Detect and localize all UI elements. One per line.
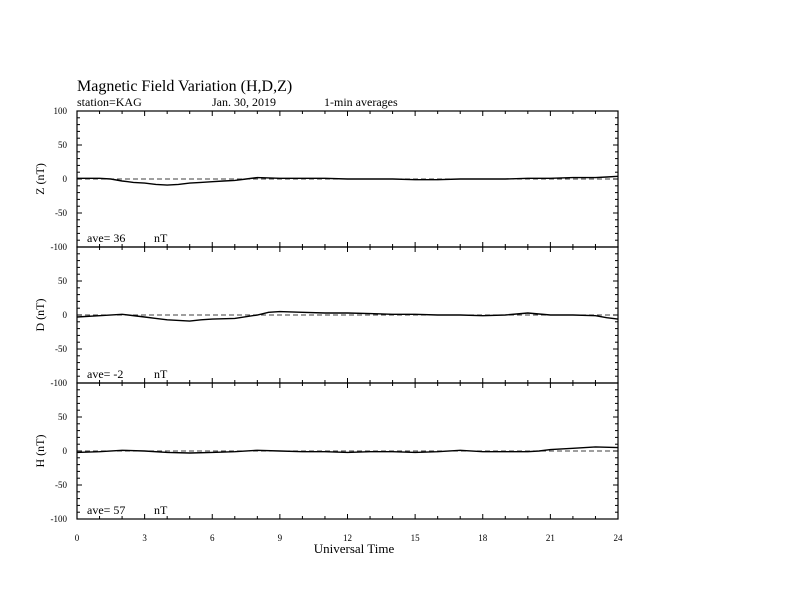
y-tick-label-z: 100 [53,106,67,116]
average-label-d: ave= -2 [87,367,124,381]
y-axis-label-z: Z (nT) [33,163,47,195]
series-line-z [77,176,618,185]
average-unit-d: nT [154,367,168,381]
y-tick-label-z: -50 [55,208,67,218]
y-tick-label-h: -50 [55,480,67,490]
x-tick-label: 9 [277,533,283,543]
average-unit-z: nT [154,231,168,245]
date-label: Jan. 30, 2019 [212,95,276,109]
x-tick-label: 21 [545,533,555,543]
x-tick-label: 15 [410,533,420,543]
y-tick-label-z: 0 [62,174,67,184]
x-tick-label: 6 [210,533,215,543]
chart-title: Magnetic Field Variation (H,D,Z) [77,78,293,95]
x-tick-label: 0 [74,533,80,543]
y-tick-label-d: -100 [50,378,67,388]
x-tick-label: 3 [142,533,147,543]
y-tick-label-d: -50 [55,344,67,354]
panel-z [33,106,618,252]
station-label: station=KAG [77,95,142,109]
average-label-z: ave= 36 [87,231,126,245]
averaging-label: 1-min averages [324,95,398,109]
series-line-h [77,447,618,453]
y-tick-label-h: -100 [50,514,67,524]
y-axis-label-d: D (nT) [33,298,47,332]
x-tick-label: 12 [343,533,352,543]
average-label-h: ave= 57 [87,503,126,517]
panel-d [33,247,618,388]
x-tick-label: 24 [613,533,623,543]
y-tick-label-h: 50 [58,412,67,422]
x-tick-label: 18 [478,533,488,543]
x-axis-label: Universal Time [313,541,395,556]
y-tick-label-z: -100 [50,242,67,252]
y-tick-label-d: 50 [58,276,67,286]
y-tick-label-h: 0 [62,446,67,456]
y-tick-label-z: 50 [58,140,67,150]
y-axis-label-h: H (nT) [33,434,47,468]
panel-h [33,383,618,524]
series-line-d [77,312,618,322]
y-tick-label-d: 0 [62,310,67,320]
average-unit-h: nT [154,503,168,517]
